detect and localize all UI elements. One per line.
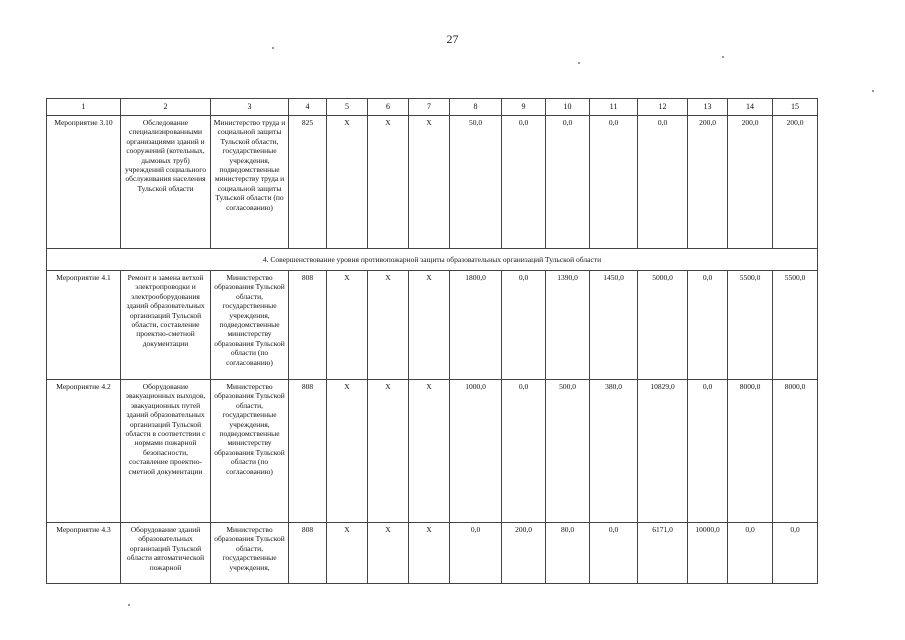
amount-cell: 380,0 [590, 380, 638, 523]
budget-code: 825 [289, 116, 327, 249]
cell-x: X [368, 523, 409, 584]
scan-speck [872, 90, 874, 92]
amount-cell: 10829,0 [638, 380, 688, 523]
header-cell: 9 [502, 99, 546, 116]
measure-executor: Министерство образования Тульской области, государственные учреждения, [211, 523, 289, 584]
amount-cell: 0,0 [728, 523, 773, 584]
amount-cell: 8000,0 [773, 380, 818, 523]
cell-x: X [368, 271, 409, 380]
measure-executor: Министерство труда и социальной защиты Тульской области, государственные учреждения, подведомственные министерству труда и социальной защиты Тульской области (по согласованию) [211, 116, 289, 249]
amount-cell: 0,0 [638, 116, 688, 249]
cell-x: X [327, 116, 368, 249]
amount-cell: 6171,0 [638, 523, 688, 584]
cell-x: X [327, 380, 368, 523]
page-number: 27 [446, 32, 459, 46]
cell-x: X [409, 271, 450, 380]
amount-cell: 5000,0 [638, 271, 688, 380]
budget-code: 808 [289, 523, 327, 584]
table-row [47, 271, 818, 380]
amount-cell: 8000,0 [728, 380, 773, 523]
cell-x: X [327, 523, 368, 584]
scan-speck [578, 62, 580, 64]
measure-description: Ремонт и замена ветхой электропроводки и электрооборудования зданий образовательных организаций Тульской области, составление проектно-сметной документации [121, 271, 211, 380]
measure-executor: Министерство образования Тульской области, государственные учреждения, подведомственные министерству образования Тульской области (по согласованию) [211, 271, 289, 380]
amount-cell: 500,0 [546, 380, 590, 523]
header-cell: 2 [121, 99, 211, 116]
header-row [47, 99, 818, 116]
amount-cell: 0,0 [502, 380, 546, 523]
cell-x: X [409, 380, 450, 523]
measure-description: Оборудование эвакуационных выходов, эвакуационных путей зданий образовательных организаций Тульской области в соответствии с нормами пожарной безопасности, составление проектно-сметной документации [121, 380, 211, 523]
header-cell: 4 [289, 99, 327, 116]
cell-x: X [368, 380, 409, 523]
measure-id: Мероприятие 4.2 [47, 380, 121, 523]
program-measures-table [46, 98, 818, 584]
amount-cell: 80,0 [546, 523, 590, 584]
measure-description: Обследование специализированными организациями зданий и сооружений (котельных, дымовых труб) учреждений социального обслуживания населения Тульской области [121, 116, 211, 249]
amount-cell: 200,0 [728, 116, 773, 249]
header-cell: 14 [728, 99, 773, 116]
amount-cell: 0,0 [688, 271, 728, 380]
amount-cell: 200,0 [688, 116, 728, 249]
cell-x: X [327, 271, 368, 380]
measure-id: Мероприятие 4.3 [47, 523, 121, 584]
amount-cell: 5500,0 [728, 271, 773, 380]
measure-id: Мероприятие 4.1 [47, 271, 121, 380]
amount-cell: 10000,0 [688, 523, 728, 584]
amount-cell: 0,0 [546, 116, 590, 249]
amount-cell: 5500,0 [773, 271, 818, 380]
header-cell: 11 [590, 99, 638, 116]
amount-cell: 0,0 [773, 523, 818, 584]
header-cell: 10 [546, 99, 590, 116]
header-cell: 15 [773, 99, 818, 116]
cell-x: X [368, 116, 409, 249]
amount-cell: 0,0 [502, 116, 546, 249]
amount-cell: 1000,0 [450, 380, 502, 523]
amount-cell: 200,0 [773, 116, 818, 249]
header-cell: 3 [211, 99, 289, 116]
header-cell: 5 [327, 99, 368, 116]
amount-cell: 0,0 [450, 523, 502, 584]
table-row [47, 523, 818, 584]
measure-id: Мероприятие 3.10 [47, 116, 121, 249]
header-cell: 7 [409, 99, 450, 116]
amount-cell: 0,0 [688, 380, 728, 523]
amount-cell: 0,0 [590, 116, 638, 249]
budget-code: 808 [289, 380, 327, 523]
header-cell: 8 [450, 99, 502, 116]
amount-cell: 0,0 [590, 523, 638, 584]
budget-code: 808 [289, 271, 327, 380]
header-cell: 12 [638, 99, 688, 116]
section-title: 4. Совершенствование уровня противопожарной защиты образовательных организаций Тульской области [47, 249, 818, 271]
table-row [47, 380, 818, 523]
cell-x: X [409, 523, 450, 584]
amount-cell: 1800,0 [450, 271, 502, 380]
table-row [47, 116, 818, 249]
section-row [47, 249, 818, 271]
header-cell: 1 [47, 99, 121, 116]
scan-speck [128, 604, 130, 606]
amount-cell: 0,0 [502, 271, 546, 380]
scan-speck [272, 47, 274, 49]
amount-cell: 200,0 [502, 523, 546, 584]
header-cell: 13 [688, 99, 728, 116]
amount-cell: 1390,0 [546, 271, 590, 380]
measure-description: Оборудование зданий образовательных организаций Тульской области автоматической пожарной [121, 523, 211, 584]
header-cell: 6 [368, 99, 409, 116]
scan-speck [722, 56, 724, 58]
cell-x: X [409, 116, 450, 249]
measure-executor: Министерство образования Тульской области, государственные учреждения, подведомственные министерству образования Тульской области (по согласованию) [211, 380, 289, 523]
amount-cell: 50,0 [450, 116, 502, 249]
amount-cell: 1450,0 [590, 271, 638, 380]
